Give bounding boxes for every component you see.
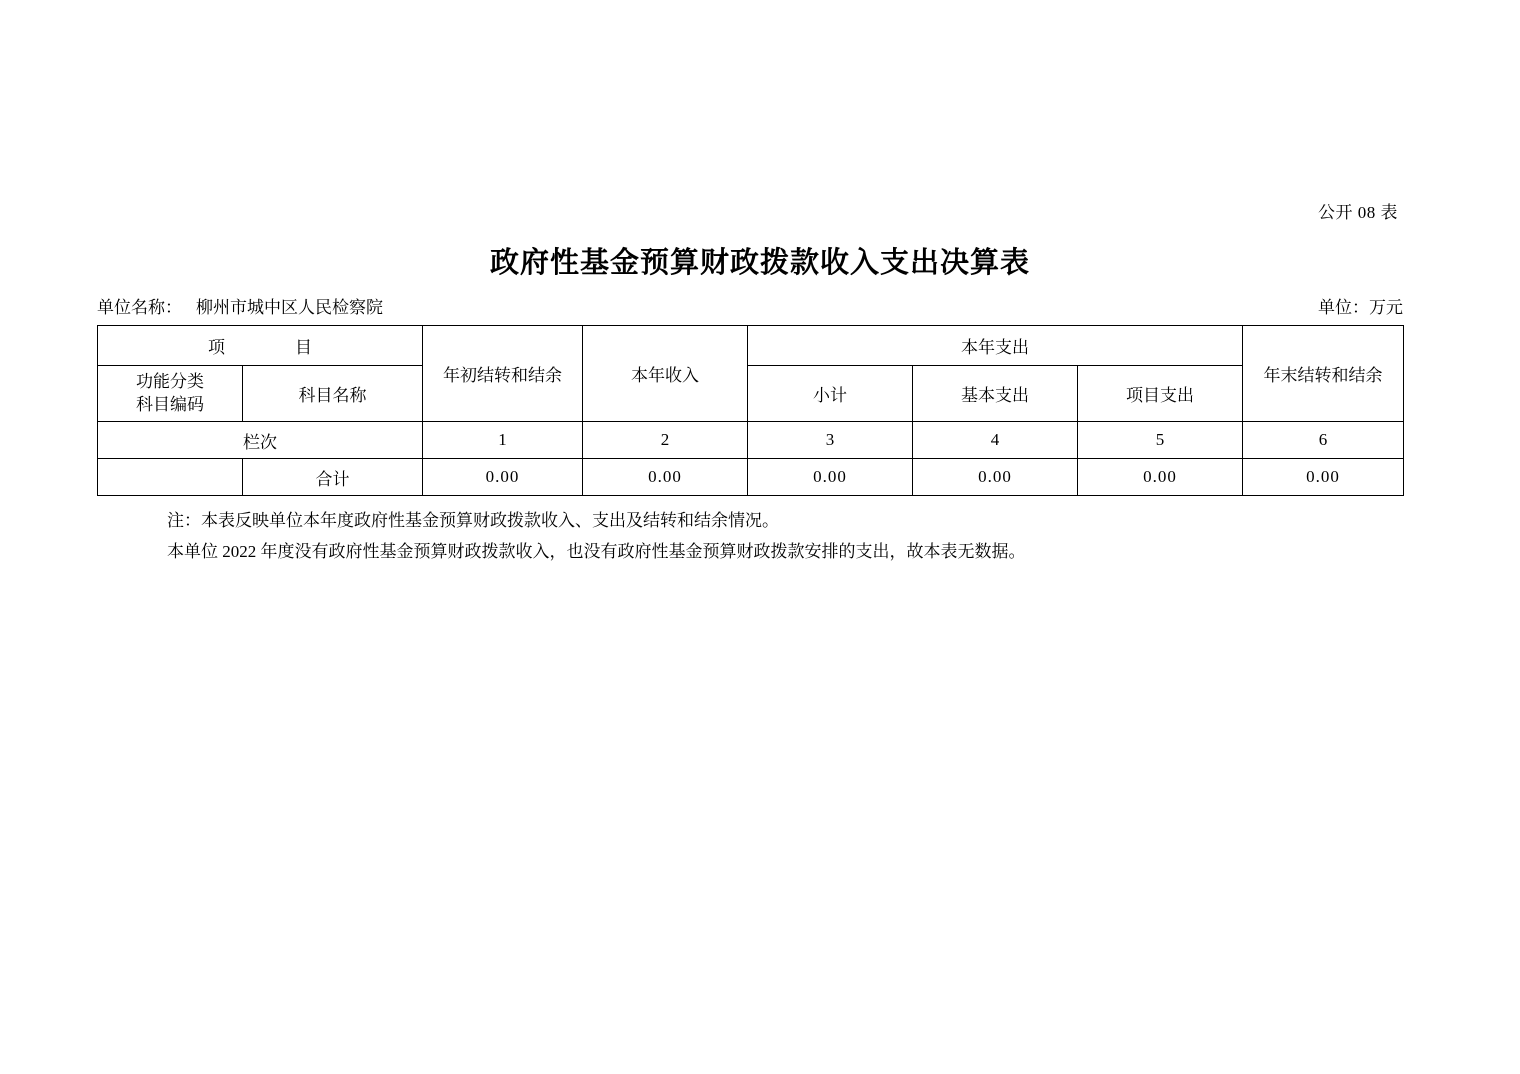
header-subject-name: 科目名称 bbox=[243, 366, 423, 422]
header-function-code bbox=[98, 366, 243, 422]
unit-name-value: 柳州市城中区人民检察院 bbox=[196, 298, 383, 317]
column-index-1: 1 bbox=[423, 422, 583, 459]
header-end-balance: 年末结转和结余 bbox=[1243, 326, 1404, 422]
row-value-4: 0.00 bbox=[913, 459, 1078, 496]
row-value-5: 0.00 bbox=[1078, 459, 1243, 496]
row-value-2: 0.00 bbox=[583, 459, 748, 496]
header-expenditure-group: 本年支出 bbox=[748, 326, 1243, 366]
note-line-2: 本单位 2022 年度没有政府性基金预算财政拨款收入，也没有政府性基金预算财政拨款安排的支出，故本表无数据。 bbox=[167, 542, 1026, 562]
table-header-row-1 bbox=[98, 326, 1404, 366]
form-number: 公开 08 表 bbox=[1318, 203, 1398, 222]
column-index-label: 栏次 bbox=[98, 422, 423, 459]
header-income: 本年收入 bbox=[583, 326, 748, 422]
header-basic-expenditure: 基本支出 bbox=[913, 366, 1078, 422]
header-subtotal: 小计 bbox=[748, 366, 913, 422]
unit-name-block bbox=[97, 293, 383, 318]
header-project-expenditure: 项目支出 bbox=[1078, 366, 1243, 422]
table-header-row-2 bbox=[98, 366, 1404, 422]
row-subject-name: 合计 bbox=[243, 459, 423, 496]
column-index-5: 5 bbox=[1078, 422, 1243, 459]
column-index-3: 3 bbox=[748, 422, 913, 459]
header-function-code-line1: 功能分类 bbox=[136, 371, 204, 391]
row-value-6: 0.00 bbox=[1243, 459, 1404, 496]
header-function-code-line2: 科目编码 bbox=[136, 394, 204, 414]
unit-label: 单位名称： bbox=[97, 298, 182, 317]
table-notes bbox=[97, 505, 1417, 568]
budget-table bbox=[97, 325, 1404, 496]
row-function-code bbox=[98, 459, 243, 496]
row-value-1: 0.00 bbox=[423, 459, 583, 496]
column-index-6: 6 bbox=[1243, 422, 1404, 459]
table-row bbox=[98, 459, 1404, 496]
note-line-1: 注：本表反映单位本年度政府性基金预算财政拨款收入、支出及结转和结余情况。 bbox=[167, 511, 779, 530]
header-begin-balance: 年初结转和结余 bbox=[423, 326, 583, 422]
row-value-3: 0.00 bbox=[748, 459, 913, 496]
column-index-4: 4 bbox=[913, 422, 1078, 459]
table-column-index-row bbox=[98, 422, 1404, 459]
header-project-group: 项 目 bbox=[98, 326, 423, 366]
page-title: 政府性基金预算财政拨款收入支出决算表 bbox=[489, 247, 1030, 279]
currency-label: 单位：万元 bbox=[1318, 298, 1403, 317]
meta-row bbox=[97, 293, 1403, 317]
column-index-2: 2 bbox=[583, 422, 748, 459]
